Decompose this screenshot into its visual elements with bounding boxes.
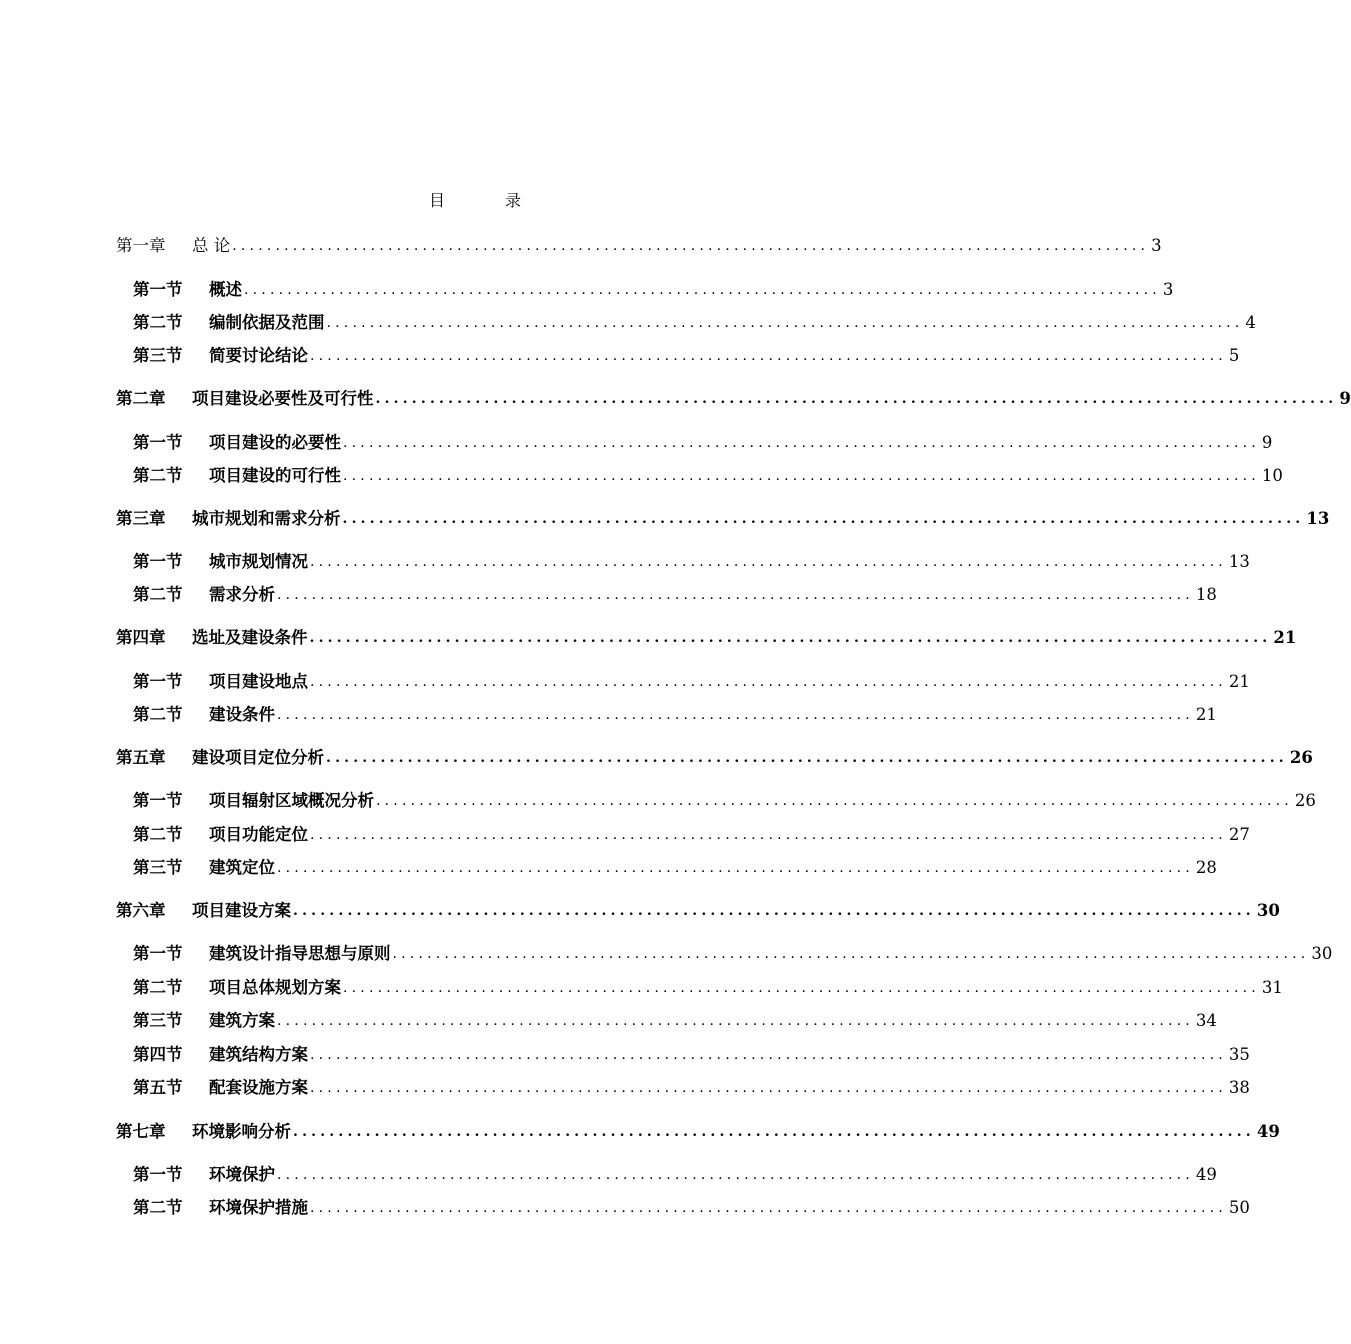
entry-page-number: 26: [1289, 748, 1313, 767]
toc-entry-chapter[interactable]: [116, 234, 1162, 258]
toc-entry-chapter[interactable]: [116, 387, 1351, 411]
toc-entry-section[interactable]: [133, 976, 1283, 1000]
dot-leader: ..........................................................................................................: [244, 282, 1161, 298]
entry-title: 总 论: [192, 236, 231, 255]
toc-entry-section[interactable]: [133, 1009, 1217, 1033]
entry-number: 第一节: [133, 944, 183, 963]
entry-number: 第三章: [116, 509, 166, 528]
entry-title: 建设条件: [209, 705, 275, 724]
dot-leader: ..........................................................................................................: [293, 1124, 1255, 1140]
toc-entry-chapter[interactable]: [116, 1120, 1280, 1144]
entry-title: 环境影响分析: [192, 1122, 291, 1141]
entry-title: 建筑设计指导思想与原则: [209, 944, 391, 963]
entry-page-number: 18: [1195, 585, 1217, 604]
dot-leader: ..........................................................................................................: [309, 630, 1272, 646]
entry-number: 第三节: [133, 346, 183, 365]
entry-page-number: 9: [1339, 389, 1351, 408]
dot-leader: ..........................................................................................................: [343, 980, 1260, 996]
toc-entry-section[interactable]: [133, 464, 1283, 488]
entry-number: 第一节: [133, 1165, 183, 1184]
dot-leader: ..........................................................................................................: [310, 554, 1227, 570]
entry-page-number: 35: [1228, 1045, 1250, 1064]
entry-page-number: 5: [1228, 346, 1240, 365]
entry-title: 选址及建设条件: [192, 628, 308, 647]
entry-page-number: 13: [1306, 509, 1330, 528]
entry-number: 第二章: [116, 389, 166, 408]
entry-number: 第二节: [133, 705, 183, 724]
entry-number: 第二节: [133, 313, 183, 332]
entry-number: 第二节: [133, 1198, 183, 1217]
dot-leader: ..........................................................................................................: [232, 238, 1150, 254]
toc-entry-section[interactable]: [133, 1043, 1250, 1067]
entry-title: 建筑定位: [209, 858, 275, 877]
entry-title: 建筑方案: [209, 1011, 275, 1030]
entry-page-number: 49: [1195, 1165, 1217, 1184]
dot-leader: ..........................................................................................................: [277, 1013, 1194, 1029]
dot-leader: ..........................................................................................................: [310, 1200, 1227, 1216]
toc-title: 目 录: [428, 191, 543, 210]
entry-title: 简要讨论结论: [209, 346, 308, 365]
entry-title: 环境保护: [209, 1165, 275, 1184]
entry-title: 项目建设地点: [209, 672, 308, 691]
dot-leader: ..........................................................................................................: [310, 674, 1227, 690]
toc-entry-chapter[interactable]: [116, 899, 1280, 923]
entry-number: 第七章: [116, 1122, 166, 1141]
entry-page-number: 26: [1294, 791, 1316, 810]
entry-page-number: 9: [1261, 433, 1273, 452]
entry-number: 第四节: [133, 1045, 183, 1064]
entry-number: 第一节: [133, 552, 183, 571]
dot-leader: ..........................................................................................................: [277, 1167, 1194, 1183]
entry-title: 建筑结构方案: [209, 1045, 308, 1064]
dot-leader: ..........................................................................................................: [326, 315, 1244, 331]
entry-title: 配套设施方案: [209, 1078, 308, 1097]
dot-leader: ..........................................................................................................: [277, 860, 1194, 876]
entry-title: 项目建设的必要性: [209, 433, 341, 452]
entry-page-number: 27: [1228, 825, 1250, 844]
entry-title: 项目总体规划方案: [209, 978, 341, 997]
entry-title: 项目功能定位: [209, 825, 308, 844]
entry-page-number: 13: [1228, 552, 1250, 571]
toc-entry-chapter[interactable]: [116, 746, 1313, 770]
entry-number: 第五节: [133, 1078, 183, 1097]
dot-leader: ..........................................................................................................: [375, 391, 1338, 407]
entry-number: 第三节: [133, 1011, 183, 1030]
entry-title: 需求分析: [209, 585, 275, 604]
dot-leader: ..........................................................................................................: [277, 587, 1194, 603]
toc-entry-section[interactable]: [133, 583, 1217, 607]
entry-number: 第一节: [133, 433, 183, 452]
entry-title: 项目辐射区域概况分析: [209, 791, 374, 810]
toc-entry-section[interactable]: [133, 1196, 1250, 1220]
toc-entry-section[interactable]: [133, 670, 1250, 694]
entry-page-number: 21: [1228, 672, 1250, 691]
dot-leader: ..........................................................................................................: [342, 511, 1305, 527]
entry-number: 第五章: [116, 748, 166, 767]
entry-page-number: 10: [1261, 466, 1283, 485]
dot-leader: ..........................................................................................................: [310, 1047, 1227, 1063]
entry-title: 城市规划和需求分析: [192, 509, 341, 528]
toc-entry-section[interactable]: [133, 344, 1240, 368]
entry-title: 环境保护措施: [209, 1198, 308, 1217]
entry-title: 项目建设方案: [192, 901, 291, 920]
entry-title: 建设项目定位分析: [192, 748, 324, 767]
toc-entry-section[interactable]: [133, 1163, 1217, 1187]
dot-leader: ..........................................................................................................: [310, 1080, 1227, 1096]
entry-page-number: 34: [1195, 1011, 1217, 1030]
dot-leader: ..........................................................................................................: [310, 827, 1227, 843]
toc-entry-section[interactable]: [133, 789, 1316, 813]
toc-entry-section[interactable]: [133, 856, 1217, 880]
entry-page-number: 49: [1256, 1122, 1280, 1141]
dot-leader: ..........................................................................................................: [392, 946, 1310, 962]
entry-page-number: 31: [1261, 978, 1283, 997]
entry-page-number: 38: [1228, 1078, 1250, 1097]
entry-number: 第一节: [133, 791, 183, 810]
entry-number: 第二节: [133, 825, 183, 844]
dot-leader: ..........................................................................................................: [277, 707, 1194, 723]
dot-leader: ..........................................................................................................: [310, 348, 1227, 364]
toc-entry-chapter[interactable]: [116, 626, 1297, 650]
toc-entry-section[interactable]: [133, 278, 1174, 302]
dot-leader: ..........................................................................................................: [293, 903, 1255, 919]
toc-entry-section[interactable]: [133, 823, 1250, 847]
entry-number: 第二节: [133, 585, 183, 604]
toc-entry-section[interactable]: [133, 1076, 1250, 1100]
entry-number: 第一节: [133, 672, 183, 691]
dot-leader: ..........................................................................................................: [376, 793, 1293, 809]
entry-number: 第四章: [116, 628, 166, 647]
toc-entry-section[interactable]: [133, 942, 1333, 966]
entry-number: 第一节: [133, 280, 183, 299]
entry-page-number: 4: [1245, 313, 1256, 332]
entry-title: 项目建设的可行性: [209, 466, 341, 485]
entry-number: 第二节: [133, 978, 183, 997]
entry-page-number: 21: [1273, 628, 1297, 647]
entry-page-number: 28: [1195, 858, 1217, 877]
dot-leader: ..........................................................................................................: [343, 435, 1260, 451]
entry-page-number: 3: [1162, 280, 1174, 299]
toc-entry-section[interactable]: [133, 311, 1256, 335]
entry-page-number: 30: [1256, 901, 1280, 920]
entry-page-number: 3: [1151, 236, 1162, 255]
entry-page-number: 30: [1311, 944, 1333, 963]
entry-title: 编制依据及范围: [209, 313, 325, 332]
entry-title: 概述: [209, 280, 242, 299]
entry-page-number: 21: [1195, 705, 1217, 724]
entry-title: 项目建设必要性及可行性: [192, 389, 374, 408]
entry-number: 第六章: [116, 901, 166, 920]
entry-number: 第二节: [133, 466, 183, 485]
entry-title: 城市规划情况: [209, 552, 308, 571]
toc-entry-section[interactable]: [133, 550, 1250, 574]
entry-page-number: 50: [1228, 1198, 1250, 1217]
dot-leader: ..........................................................................................................: [326, 750, 1288, 766]
entry-number: 第三节: [133, 858, 183, 877]
toc-entry-section[interactable]: [133, 431, 1273, 455]
toc-entry-section[interactable]: [133, 703, 1217, 727]
dot-leader: ..........................................................................................................: [343, 468, 1260, 484]
toc-entry-chapter[interactable]: [116, 507, 1330, 531]
entry-number: 第一章: [116, 236, 166, 255]
